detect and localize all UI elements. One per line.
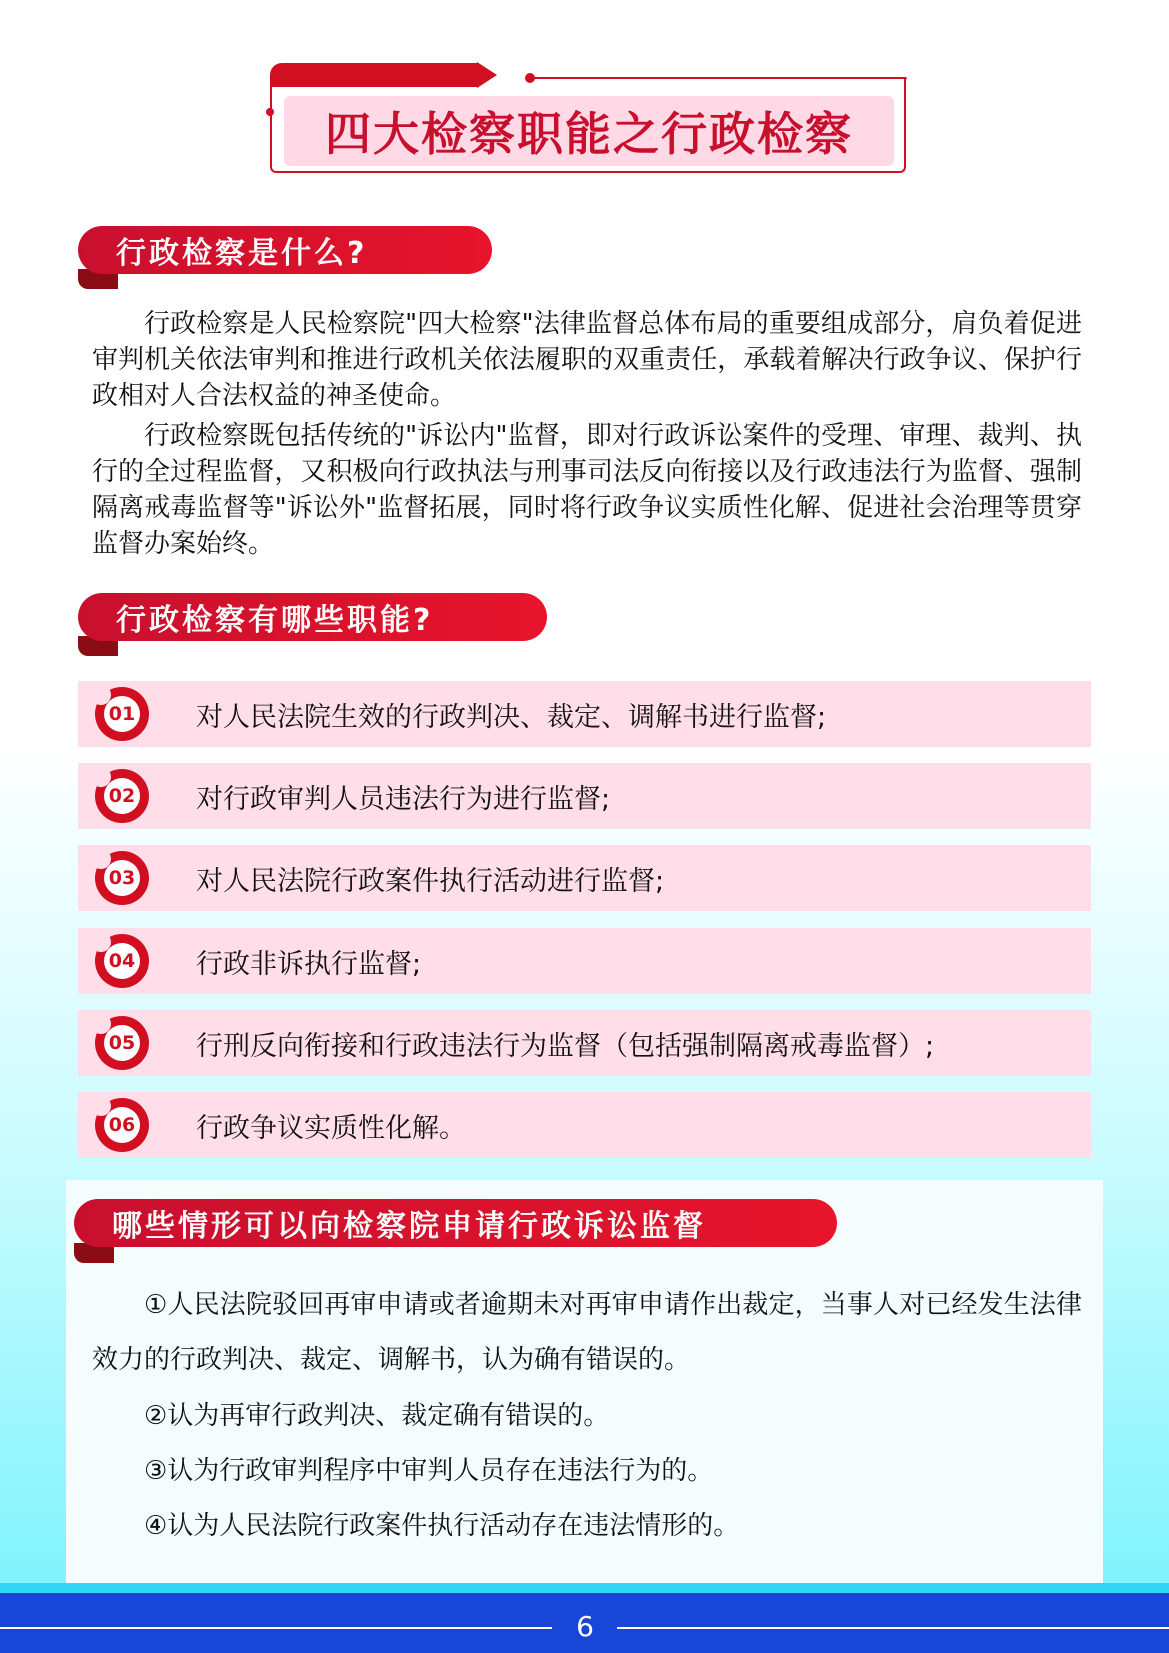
footer-line	[617, 1627, 1169, 1629]
number-badge	[95, 1016, 149, 1070]
function-text: 对行政审判人员违法行为进行监督;	[196, 783, 611, 815]
section-header-conditions	[74, 1199, 837, 1247]
footer-line	[0, 1627, 552, 1629]
function-item	[78, 845, 1091, 911]
section-heading: 行政检察有哪些职能?	[116, 603, 434, 638]
footer-strip	[0, 1583, 1169, 1593]
badge-number: 02	[104, 778, 140, 814]
condition-item: ②认为再审行政判决、裁定确有错误的。	[144, 1401, 610, 1431]
function-text: 行政非诉执行监督;	[196, 948, 422, 980]
section-header-functions	[78, 593, 547, 641]
number-badge	[95, 934, 149, 988]
function-item	[78, 1092, 1091, 1158]
function-item	[78, 681, 1091, 747]
paragraph: 行政检察是人民检察院"四大检察"法律监督总体布局的重要组成部分，肩负着促进审判机关依法审判和推进行政机关依法履职的双重责任，承载着解决行政争议、保护行政相对人合法权益的神圣使命。	[92, 309, 1082, 411]
badge-number: 06	[104, 1107, 140, 1143]
number-badge	[95, 769, 149, 823]
function-item	[78, 928, 1091, 994]
section-header-what	[78, 226, 492, 274]
condition-item: ③认为行政审判程序中审判人员存在违法行为的。	[144, 1456, 714, 1486]
function-item	[78, 763, 1091, 829]
title-dot	[266, 108, 274, 116]
number-badge	[95, 687, 149, 741]
paragraph: 行政检察既包括传统的"诉讼内"监督，即对行政诉讼案件的受理、审理、裁判、执行的全过程监督，又积极向行政执法与刑事司法反向衔接以及行政违法行为监督、强制隔离戒毒监督等"诉讼外"监督拓展，同时将行政争议实质性化解、促进社会治理等贯穿监督办案始终。	[92, 421, 1082, 559]
page-number: 6	[576, 1610, 594, 1643]
number-badge	[95, 1098, 149, 1152]
function-text: 行刑反向衔接和行政违法行为监督（包括强制隔离戒毒监督）;	[196, 1030, 935, 1062]
condition-item: ④认为人民法院行政案件执行活动存在违法情形的。	[144, 1511, 740, 1541]
section-heading: 行政检察是什么?	[116, 236, 368, 271]
number-badge	[95, 851, 149, 905]
title-frame-top	[530, 77, 907, 79]
badge-number: 04	[104, 943, 140, 979]
title-box	[284, 96, 894, 166]
function-text: 行政争议实质性化解。	[196, 1112, 466, 1144]
page-title: 四大检察职能之行政检察	[325, 107, 853, 161]
condition-item: ①人民法院驳回再审申请或者逾期未对再审申请作出裁定，当事人对已经发生法律效力的行政判决、裁定、调解书，认为确有错误的。	[92, 1290, 1082, 1375]
badge-number: 05	[104, 1025, 140, 1061]
function-item	[78, 1010, 1091, 1076]
section-heading: 哪些情形可以向检察院申请行政诉讼监督	[112, 1209, 706, 1244]
badge-number: 03	[104, 860, 140, 896]
badge-number: 01	[104, 696, 140, 732]
function-text: 对人民法院生效的行政判决、裁定、调解书进行监督;	[196, 701, 827, 733]
title-dot	[525, 73, 535, 83]
function-text: 对人民法院行政案件执行活动进行监督;	[196, 865, 665, 897]
